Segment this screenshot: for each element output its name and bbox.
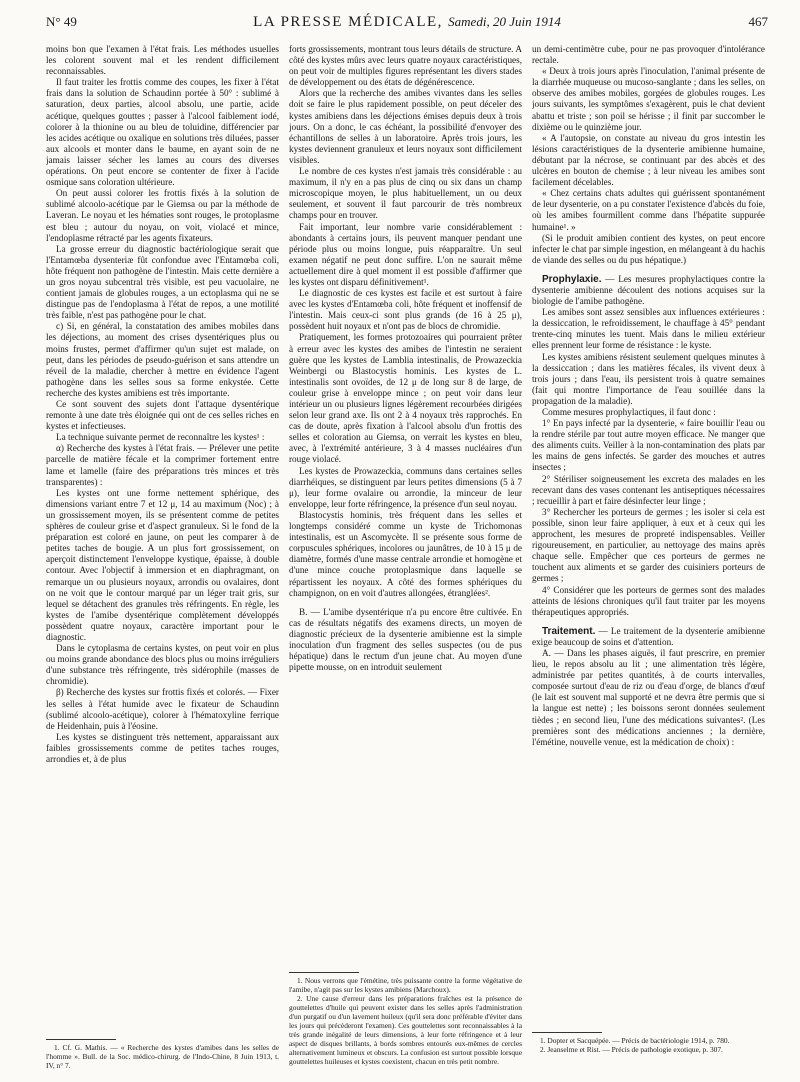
footnotes [532,1026,765,1054]
column-1 [46,44,279,1078]
issue-number: N° 49 [46,14,77,29]
paragraph: β) Recherche des kystes sur frottis fixés et colorés. — Fixer les selles à l'état humide avec le fixateur de Schaudinn (sublimé alcoolo-acétique), colorer à l'hématoxyline ferrique de Heidenhain, puis à l'éosine. [46,687,279,731]
paragraph: La technique suivante permet de reconnaître les kystes¹ : [56,432,265,443]
traitement-paragraph: Traitement. — Le traitement de la dysenterie amibienne exige beaucoup de soins et d'attention. [532,625,765,647]
footnote-rule [532,1032,602,1033]
paragraph: Ce sont souvent des sujets dont l'attaque dysentérique remonte à une date très éloignée qui ont de ces selles riches en kystes et infectieuses. [46,399,279,432]
paragraph: Dans le cytoplasma de certains kystes, on peut voir en plus ou moins grande abondance des blocs plus ou moins irréguliers d'une substance très réfringente, très sidérophile (masses de chromidie). [46,643,279,687]
footnote-rule [46,1039,116,1040]
paragraph: « Deux à trois jours après l'inoculation, l'animal présente de la diarrhée muqueuse ou mucoso-sanglante ; dans les selles, on observe des amibes mobiles, gorgées de globules rouges. Les jours suivants, les symptômes s'exagèrent, puis le chat devient abattu et triste ; son poil se hérisse ; il finit par succomber le dixième ou le quinzième jour. [532,66,765,132]
column-2 [289,44,522,1078]
paragraph: Les kystes de Prowazeckia, communs dans certaines selles diarrhéiques, se distinguent par leurs petites dimensions (5 à 7 μ), leur forme ovalaire ou arrondie, la minceur de leur enveloppe, leur forte réfringence, la présence d'un seul noyau. [289,465,522,509]
column-3 [532,44,765,1078]
paragraph: Les amibes sont assez sensibles aux influences extérieures : la dessiccation, le refroidissement, le chauffage à 45° pendant trente-cinq minutes les tuent. Mais dans le milieu extérieur elles prennent leur forme de résistance : le kyste. [532,307,765,351]
paragraph: B. — L'amibe dysentérique n'a pu encore être cultivée. En cas de résultats négatifs des examens directs, un moyen de diagnostic précieux de la dysenterie amibienne est la simple inoculation d'un fragment des selles suspectes (ou de pus hépatique) dans le rectum d'un jeune chat. Au moyen d'une pipette mousse, on en introduit seulement [289,606,522,673]
paragraph: A. — Dans les phases aiguës, il faut prescrire, en premier lieu, le repos absolu au lit ; une alimentation très légère, administrée par petites quantités, à de courts intervalles, composée surtout d'eau de riz ou d'eau d'orge, de blancs d'œuf (le lait est souvent mal supporté et ne devra être permis que si la langue est nette) ; les boissons seront données seulement tièdes ; en second lieu, l'une des médications suivantes². (Les premières sont des médications anciennes ; la dernière, l'émétine, nouvelle venue, est la médication de choix) : [532,647,765,747]
footnote: 1. Dopter et Sacquépée. — Précis de bactériologie 1914, p. 780. [540,1036,730,1045]
column-2-body [289,44,522,904]
footnote: 1. Cf. G. Mathis. — « Recherche des kystes d'amibes dans les selles de l'homme ». Bull. de la Soc. médico-chirurg. de l'Indo-Chine, 8 Juin 1913, t. IV, n° 7. [46,1043,279,1070]
section-heading-traitement: Traitement. [542,625,596,637]
footnote: 2. Jeanselme et Rist. — Précis de pathologie exotique, p. 307. [540,1045,723,1054]
journal-title: LA PRESSE MÉDICALE, Samedi, 20 Juin 1914 [253,14,561,30]
paragraph: Pratiquement, les formes protozoaires qui pourraient prêter à erreur avec les kystes des amibes de l'intestin ne seraient guère que les kystes de Lamblia intestinalis, de Prowazeckia Weinbergi ou Blastocystis hominis. Les kystes de L. intestinalis sont ovoïdes, de 12 μ de long sur 8 de large, de couleur grise à enveloppe mince ; on peut voir dans leur intérieur un ou plusieurs lignes légèrement recourbées dirigées selon leur grand axe. Ils ont 2 à 4 noyaux très rapprochés. En cas de doute, après fixation à l'alcool absolu d'un frottis des selles et coloration au Giemsa, on verrait les kystes en bleu, avec, à l'extrémité antérieure, 3 à 4 masses nucléaires d'un rouge violacé. [289,332,522,465]
paragraph: 4° Considérer que les porteurs de germes sont des malades atteints de lésions chroniques qu'il faut traiter par les moyens thérapeutiques appropriés. [532,584,765,617]
paragraph: α) Recherche des kystes à l'état frais. — Prélever une petite parcelle de matière fécale et la comprimer fortement entre lame et lamelle (faire des préparations très minces et très transparentes) : [46,443,279,487]
paragraph: Le diagnostic de ces kystes est facile et est surtout à faire avec les kystes d'Entamœba coli, hôte fréquent et inoffensif de l'intestin. Mais ceux-ci sont plus grands (de 16 à 25 μ), possèdent huit noyaux et n'ont pas de blocs de chromidie. [289,288,522,332]
paragraph: forts grossissements, montrant tous leurs détails de structure. A côté des kystes mûrs avec leurs quatre noyaux caractéristiques, on peut voir de multiples figures représentant les divers stades de développement ou des états de dégénérescence. [289,44,522,88]
paragraph: Les kystes se distinguent très nettement, apparaissant aux faibles grossissements comme de petites taches rouges, arrondies et, à de plus [46,731,279,764]
paragraph: « A l'autopsie, on constate au niveau du gros intestin les lésions caractéristiques de la dysenterie amibienne humaine, débutant par la nécrose, se continuant par des abcès et des ulcères en bouton de chemise ; à leur niveau les amibes sont facilement décelables. [532,132,765,188]
prophylaxie-paragraph: Prophylaxie. — Les mesures prophylactiques contre la dysenterie amibienne découlent des notions acquises sur la biologie de l'amibe pathogène. [532,273,765,307]
column-1-body [46,44,279,1039]
footnote: 1. Nous verrons que l'émétine, très puissante contre la forme végétative de l'amibe, n'agit pas sur les kystes amibiens (Marchoux). [289,976,522,994]
paragraph: « Chez certains chats adultes qui guérissent spontanément de leur dysenterie, on a pu constater l'existence d'abcès du foie, où les amibes fourmillent comme dans l'hépatite suppurée humaine¹. » [532,188,765,232]
paragraph: 2° Stériliser soigneusement les excreta des malades en les recevant dans des vases contenant les antiseptiques nécessaires ; recueillir à part et faire désinfecter leur linge ; [532,473,765,506]
paragraph: Comme mesures prophylactiques, il faut donc : [542,407,716,417]
paragraph: 3° Rechercher les porteurs de germes ; les isoler si cela est possible, sinon leur faire appliquer, à eux et à ceux qui les approchent, les mesures de propreté indispensables. Veiller rigoureusement, en particulier, au nettoyage des mains après chaque selle. Empêcher que ces porteurs de germes ne touchent aux aliments et se garder des cuisiniers porteurs de germes ; [532,506,765,584]
footnotes [46,1033,279,1070]
paragraph: moins bon que l'examen à l'état frais. Les méthodes usuelles les colorent souvent mal et les rendent difficilement reconnaissables. [46,44,279,77]
page-header [46,14,768,40]
paragraph: 1° En pays infecté par la dysenterie, « faire bouillir l'eau ou la rendre stérile par tout autre moyen efficace. Ne manger que des aliments cuits. Veiller à la non-contamination des plats par les mains de gens infectés. Se garder des mouches et autres insectes ; [532,418,765,473]
paragraph: Blastocystis hominis, très fréquent dans les selles et longtemps considéré comme un kyste de Trichomonas intestinalis, est un Ascomycète. Il se présente sous forme de corpuscules sphériques, incolores ou jaunâtres, de 10 à 15 μ de diamètre, formés d'une masse centrale arrondie et homogène et d'une mince couche protoplasmique dans laquelle se répartissent les noyaux. A côté des formes sphériques du champignon, on en voit d'autres allongées, étranglées². [289,509,522,598]
footnotes [289,966,522,1066]
paragraph: La grosse erreur du diagnostic bactériologique serait que l'Entamœba dysenteriæ fût confondue avec l'Entamœba coli, hôte fréquent non pathogène de l'intestin. Mais cette dernière a un gros noyau subcentral très visible, est peu vacuolaire, ne contient jamais de globules rouges, a un ectoplasma qui ne se distingue pas de l'endoplasma à l'état de repos, a une motilité très faible, n'est pas pathogène pour le chat. [46,243,279,321]
footnote: 2. Une cause d'erreur dans les préparations fraîches est la présence de gouttelettes d'huile qui peuvent exister dans les selles après l'administration d'un purgatif ou d'un lavement huileux (qu'il sera donc préférable d'éviter dans les jours qui précèderont l'examen). Ces gouttelettes sont reconnaissables à la très grande inégalité de leurs dimensions, à leur forte réfringence et à leur aspect de disques brillants, à bords sombres entourés eux-mêmes de cercles alternativement lumineux et obscurs. La confusion est surtout possible lorsque gouttelettes huileuses et kystes coexistent, chacun en très petit nombre. [289,994,522,1066]
paragraph: (Si le produit amibien contient des kystes, on peut encore infecter le chat par simple ingestion, en mélangeant à du hachis de viande des selles ou du pus hépatique.) [532,232,765,265]
paragraph: Fait important, leur nombre varie considérablement : abondants à certains jours, ils peuvent manquer pendant une période plus ou moins longue, puis réapparaître. Un seul examen négatif ne peut donc suffire. L'on ne saurait même actuellement dire à quel moment il est possible d'affirmer que les kystes ont disparu définitivement¹. [289,221,522,287]
page-number: 467 [748,14,768,29]
paragraph: Il faut traiter les frottis comme des coupes, les fixer à l'état frais dans la solution de Schaudinn portée à 50° : sublimé à saturation, deux parties, alcool absolu, une partie, acide acétique, quelques gouttes ; passer à l'alcool faiblement iodé, colorer à la thionine ou au bleu de toluidine, différencier par les acides acétique ou oxalique en solutions très diluées, passer aux alcools et monter dans le baume, en ayant soin de ne jamais laisser sécher les lames au cours des diverses opérations. On peut encore se contenter de fixer à l'acide osmique sans coloration ultérieure. [46,77,279,188]
paragraph: Le nombre de ces kystes n'est jamais très considérable : au maximum, il n'y en a pas plus de cinq ou six dans un champ microscopique moyen, le plus habituellement, un ou deux seulement, et souvent il faut parcourir de très nombreux champs pour en trouver. [289,166,522,221]
footnote-rule [289,972,359,973]
section-heading-prophylaxie: Prophylaxie. [542,273,602,285]
issue-date: Samedi, 20 Juin 1914 [448,14,561,29]
paragraph: Les kystes amibiens résistent seulement quelques minutes à la dessiccation ; dans les matières fécales, ils vivent deux à trois jours ; dans l'eau, ils persistent trois à quatre semaines (fait qui montre l'importance de l'eau souillée dans la propagation de la maladie). [532,351,765,406]
paragraph: c) Si, en général, la constatation des amibes mobiles dans les déjections, au moment des crises dysentériques plus ou moins frustes, permet d'affirmer qu'un sujet est malade, on peut, dans les périodes de pseudo-guérison et sans attendre un réveil de la maladie, chercher à mettre en évidence l'agent pathogène dans les selles sous sa forme enkystée. Cette recherche des kystes amibiens est très importante. [46,321,279,398]
paragraph: un demi-centimètre cube, pour ne pas provoquer d'intolérance rectale. [532,44,765,66]
column-3-body [532,44,765,1034]
paragraph: Alors que la recherche des amibes vivantes dans les selles doit se faire le plus rapidement possible, on peut déceler des kystes amibiens dans les déjections émises depuis deux à trois jours. On a donc, le cas échéant, la possibilité d'envoyer des échantillons de selles à un laboratoire. Après trois jours, les kystes deviennent granuleux et leurs noyaux sont difficilement visibles. [289,88,522,165]
paragraph: On peut aussi colorer les frottis fixés à la solution de sublimé alcoolo-acétique par le Giemsa ou par la méthode de Laveran. Le noyau et les hématies sont rouges, le protoplasme est bleu ; autour du noyau, on voit, violacé et mince, l'endoplasme rétracté par les agents fixateurs. [46,188,279,243]
paragraph: Les kystes ont une forme nettement sphérique, des dimensions variant entre 7 et 12 μ, 14 au maximum (Noc) ; à un grossissement moyen, ils se présentent comme de petites sphères de couleur grise et d'aspect granuleux. Si le fond de la préparation est coloré en jaune, on peut les comparer à de petites taches de bougie. A un plus fort grossissement, on aperçoit distinctement l'enveloppe kystique, épaisse, à double contour. Avec l'objectif à immersion et en diaphragmant, on remarque un ou plusieurs noyaux, arrondis ou ovalaires, dont on ne voit que le contour marqué par un léger trait gris, sur lequel se détachent des granules très réfringents. En règle, les kystes de l'amibe dysentérique complètement développés possèdent quatre noyaux, caractère important pour le diagnostic. [46,487,279,642]
columns [46,44,768,1078]
